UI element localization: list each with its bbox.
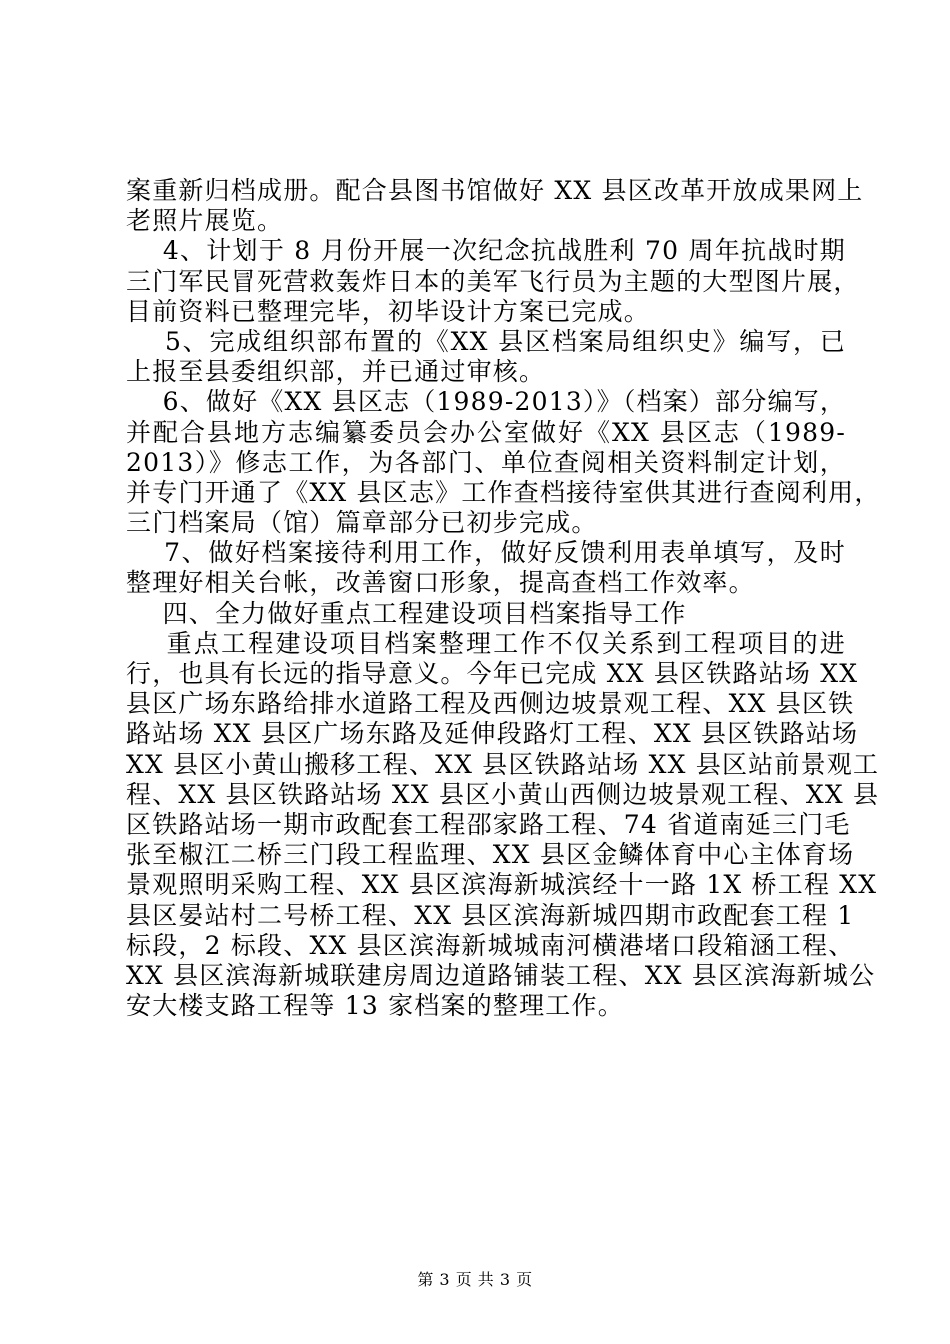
text-line: 4、计划于 8 月份开展一次纪念抗战胜利 70 周年抗战时期 bbox=[126, 236, 846, 266]
text-line: 2013）》修志工作，为各部门、单位查阅相关资料制定计划， bbox=[126, 447, 846, 477]
section-heading: 四、全力做好重点工程建设项目档案指导工作 bbox=[126, 598, 687, 628]
text-line: 并配合县地方志编纂委员会办公室做好《XX 县区志（1989- bbox=[126, 417, 846, 447]
text-line: 5、完成组织部布置的《XX 县区档案局组织史》编写，已 bbox=[126, 326, 846, 356]
text-line: XX 县区滨海新城联建房周边道路铺装工程、XX 县区滨海新城公 bbox=[126, 960, 876, 990]
text-line: 县区广场东路给排水道路工程及西侧边坡景观工程、XX 县区铁 bbox=[126, 689, 855, 719]
text-line: 老照片展览。 bbox=[126, 206, 284, 236]
text-line: 并专门开通了《XX 县区志》工作查档接待室供其进行查阅利用， bbox=[126, 477, 881, 507]
text-line: 行，也具有长远的指导意义。今年已完成 XX 县区铁路站场 XX bbox=[126, 659, 859, 688]
text-line: 7、做好档案接待利用工作，做好反馈利用表单填写，及时 bbox=[126, 538, 846, 568]
page-footer: 第 3 页 共 3 页 bbox=[417, 1270, 533, 1289]
text-line: 三门档案局（馆）篇章部分已初步完成。 bbox=[126, 508, 598, 538]
text-line: 6、做好《XX 县区志（1989-2013）》（档案）部分编写， bbox=[126, 387, 847, 417]
text-line: 案重新归档成册。配合县图书馆做好 XX 县区改革开放成果网上 bbox=[126, 176, 864, 205]
text-line: 张至椒江二桥三门段工程监理、XX 县区金鳞体育中心主体育场 bbox=[126, 840, 855, 870]
text-line: 重点工程建设项目档案整理工作不仅关系到工程项目的进 bbox=[126, 628, 846, 658]
text-line: 安大楼支路工程等 13 家档案的整理工作。 bbox=[126, 991, 624, 1021]
text-line: 三门军民冒死营救轰炸日本的美军飞行员为主题的大型图片展， bbox=[126, 266, 860, 296]
text-line: 区铁路站场一期市政配套工程邵家路工程、74 省道南延三门毛 bbox=[126, 809, 851, 839]
text-line: 标段，2 标段、XX 县区滨海新城城南河横港堵口段箱涵工程、 bbox=[126, 930, 855, 960]
text-line: 上报至县委组织部，并已通过审核。 bbox=[126, 357, 546, 387]
text-line: 目前资料已整理完毕，初毕设计方案已完成。 bbox=[126, 296, 651, 326]
text-line: 县区晏站村二号桥工程、XX 县区滨海新城四期市政配套工程 1 bbox=[126, 900, 855, 930]
text-line: 程、XX 县区铁路站场 XX 县区小黄山西侧边坡景观工程、XX 县 bbox=[126, 779, 880, 809]
text-line: XX 县区小黄山搬移工程、XX 县区铁路站场 XX 县区站前景观工 bbox=[126, 749, 880, 779]
text-line: 整理好相关台帐，改善窗口形象，提高查档工作效率。 bbox=[126, 568, 755, 598]
text-line: 景观照明采购工程、XX 县区滨海新城滨经十一路 1X 桥工程 XX bbox=[126, 870, 878, 900]
text-line: 路站场 XX 县区广场东路及延伸段路灯工程、XX 县区铁路站场 bbox=[126, 719, 859, 749]
body-text bbox=[126, 176, 881, 1021]
